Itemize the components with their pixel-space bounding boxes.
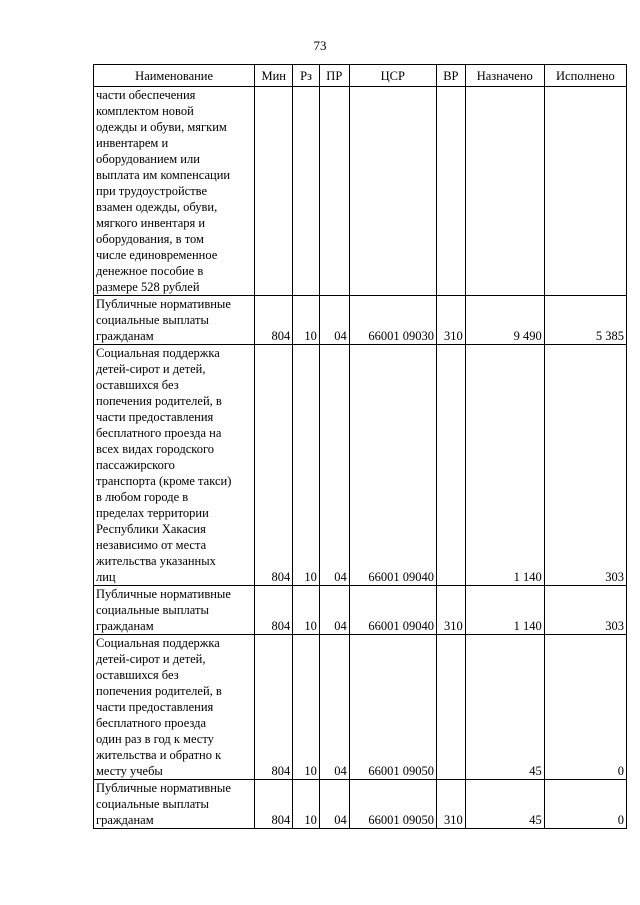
row-csr: 66001 09050 <box>349 635 436 780</box>
row-min <box>255 87 293 296</box>
row-executed <box>544 87 626 296</box>
row-assigned: 45 <box>465 635 544 780</box>
header-executed: Исполнено <box>544 65 626 87</box>
row-csr: 66001 09050 <box>349 780 436 829</box>
row-min: 804 <box>255 780 293 829</box>
row-vr <box>436 635 465 780</box>
row-assigned: 45 <box>465 780 544 829</box>
row-pr: 04 <box>319 586 349 635</box>
row-assigned: 9 490 <box>465 296 544 345</box>
row-assigned: 1 140 <box>465 586 544 635</box>
header-name: Наименование <box>94 65 255 87</box>
row-rz: 10 <box>293 635 320 780</box>
row-vr <box>436 87 465 296</box>
row-min: 804 <box>255 635 293 780</box>
row-name: Публичные нормативные социальные выплаты гражданам <box>94 296 255 345</box>
row-rz: 10 <box>293 586 320 635</box>
row-rz: 10 <box>293 296 320 345</box>
row-executed: 0 <box>544 780 626 829</box>
row-pr: 04 <box>319 345 349 586</box>
row-vr: 310 <box>436 296 465 345</box>
header-vr: ВР <box>436 65 465 87</box>
row-pr: 04 <box>319 635 349 780</box>
row-csr: 66001 09040 <box>349 586 436 635</box>
row-min: 804 <box>255 345 293 586</box>
row-min: 804 <box>255 296 293 345</box>
row-pr: 04 <box>319 780 349 829</box>
row-name: Публичные нормативные социальные выплаты гражданам <box>94 780 255 829</box>
row-vr <box>436 345 465 586</box>
page-number: 73 <box>313 38 327 53</box>
table-row <box>94 296 627 345</box>
row-assigned <box>465 87 544 296</box>
row-rz: 10 <box>293 780 320 829</box>
row-csr <box>349 87 436 296</box>
row-name: Публичные нормативные социальные выплаты гражданам <box>94 586 255 635</box>
row-rz: 10 <box>293 345 320 586</box>
row-executed: 0 <box>544 635 626 780</box>
table-row <box>94 780 627 829</box>
header-pr: ПР <box>319 65 349 87</box>
budget-table <box>93 64 627 829</box>
header-min: Мин <box>255 65 293 87</box>
row-name: Социальная поддержка детей-сирот и детей, оставшихся без попечения родителей, в части предоставления бесплатного проезда один раз в год к месту жительства и обратно к месту учебы <box>94 635 255 780</box>
row-vr: 310 <box>436 586 465 635</box>
table-row <box>94 345 627 586</box>
row-min: 804 <box>255 586 293 635</box>
row-executed: 5 385 <box>544 296 626 345</box>
row-name: Социальная поддержка детей-сирот и детей, оставшихся без попечения родителей, в части предоставления бесплатного проезда на всех видах городского пассажирского транспорта (кроме такси) в любом городе в пределах территории Республики Хакасия независимо от места жительства указанных лиц <box>94 345 255 586</box>
row-csr: 66001 09030 <box>349 296 436 345</box>
table-row <box>94 586 627 635</box>
row-pr <box>319 87 349 296</box>
row-vr: 310 <box>436 780 465 829</box>
row-executed: 303 <box>544 345 626 586</box>
row-assigned: 1 140 <box>465 345 544 586</box>
table-header-row <box>94 65 627 87</box>
row-pr: 04 <box>319 296 349 345</box>
header-csr: ЦСР <box>349 65 436 87</box>
row-name: части обеспечения комплектом новой одежды и обуви, мягким инвентарем и оборудованием или выплата им компенсации при трудоустройстве взамен одежды, обуви, мягкого инвентаря и оборудования, в том числе единовременное денежное пособие в размере 528 рублей <box>94 87 255 296</box>
table-row <box>94 87 627 296</box>
row-csr: 66001 09040 <box>349 345 436 586</box>
row-executed: 303 <box>544 586 626 635</box>
table-row <box>94 635 627 780</box>
header-assigned: Назначено <box>465 65 544 87</box>
row-rz <box>293 87 320 296</box>
header-rz: Рз <box>293 65 320 87</box>
